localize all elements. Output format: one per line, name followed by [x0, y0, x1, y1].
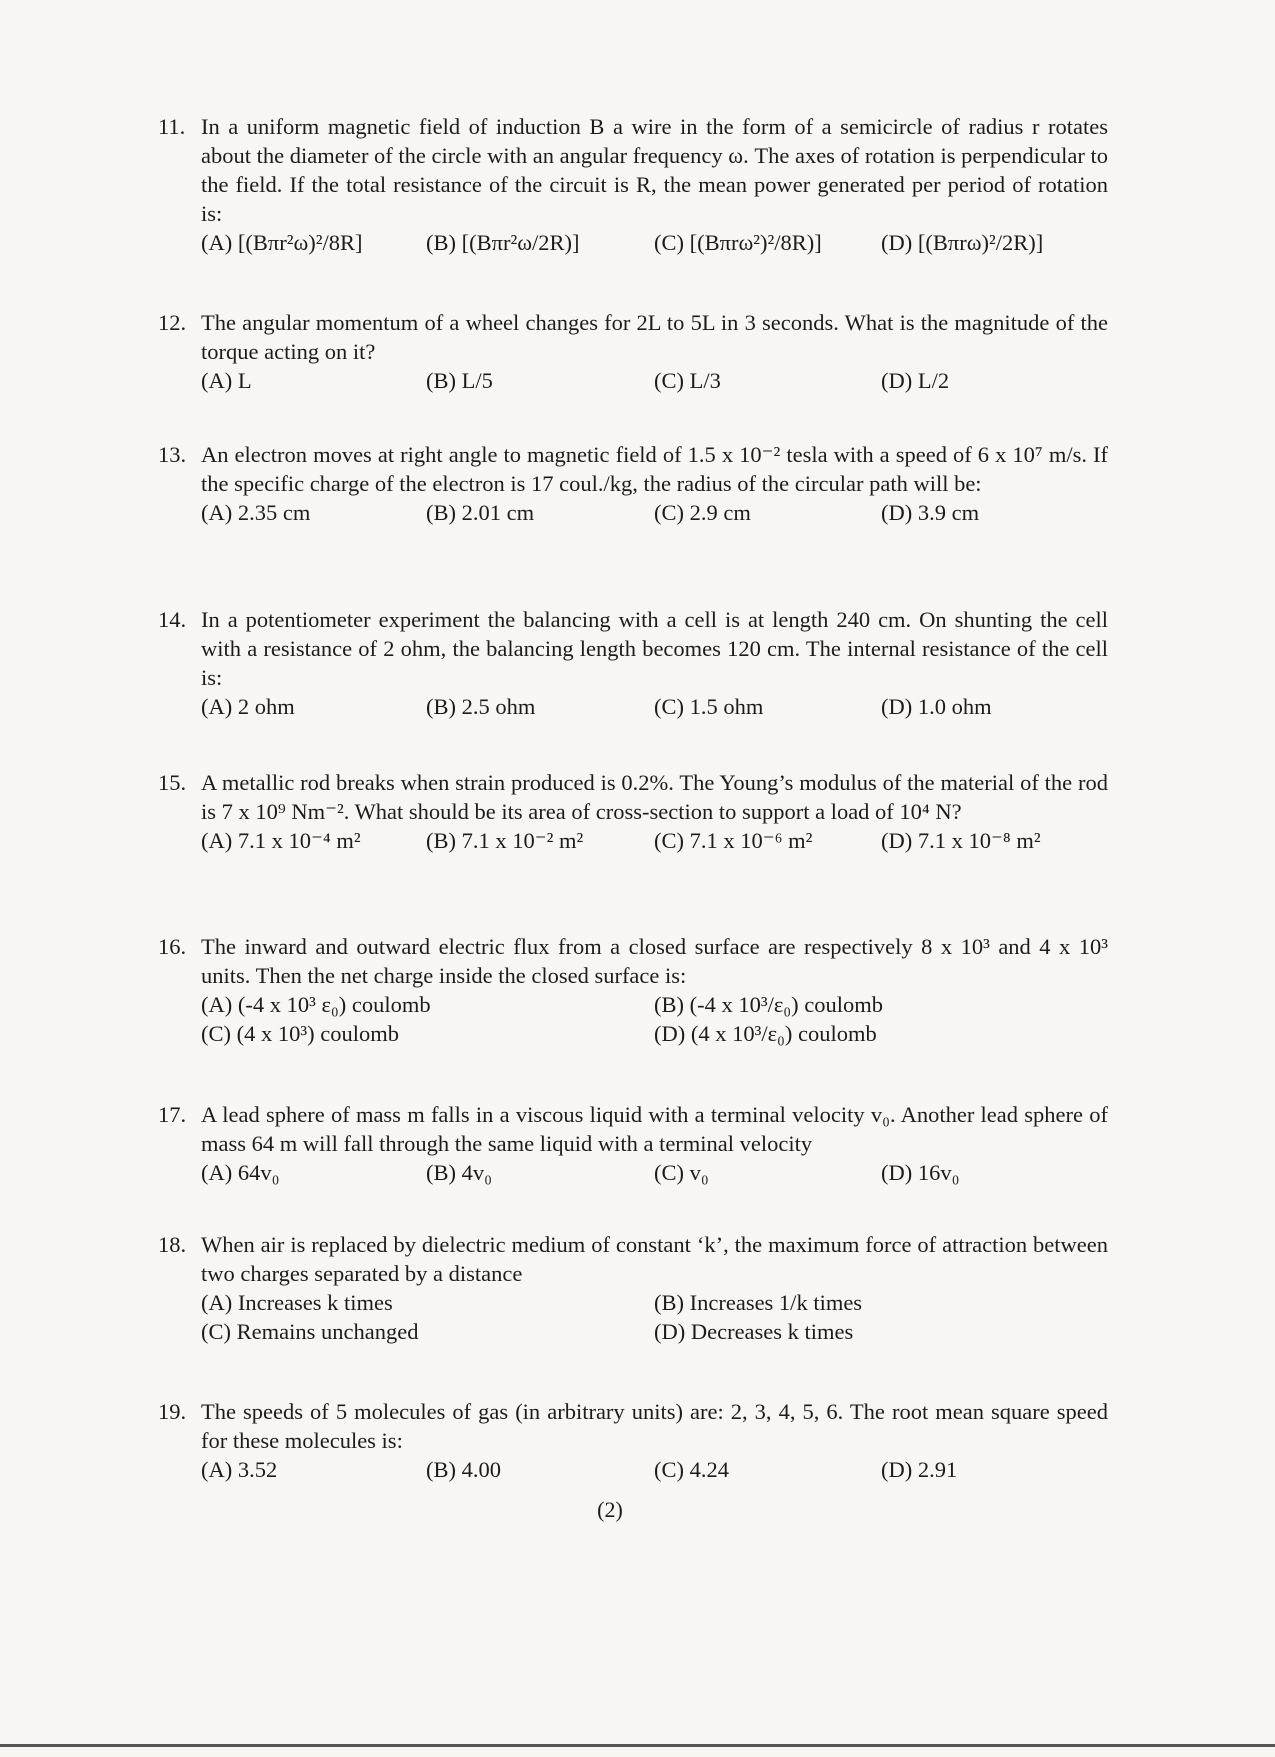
option-d: (D) L/2 [881, 368, 950, 393]
options-row [201, 366, 1108, 396]
option-b: (B) 4.00 [426, 1457, 501, 1482]
question-number: 12. [158, 310, 187, 335]
option-a: (A) 7.1 x 10⁻⁴ m² [201, 828, 361, 853]
option-b: (B) 4v₀ [426, 1160, 492, 1185]
question-number: 19. [158, 1399, 187, 1424]
question-text: When air is replaced by dielectric medium of constant ‘k’, the maximum force of attraction between two charges separated by a distance [201, 1232, 1108, 1286]
question-text: A lead sphere of mass m falls in a viscous liquid with a terminal velocity v₀. Another lead sphere of mass 64 m will fall through the same liquid with a terminal velocity [201, 1102, 1108, 1156]
option-d: (D) 7.1 x 10⁻⁸ m² [881, 828, 1041, 853]
option-c: (C) [(Bπrω²)²/8R)] [654, 230, 822, 255]
option-a: (A) [(Bπr²ω)²/8R] [201, 230, 363, 255]
option-d: (D) 1.0 ohm [881, 694, 992, 719]
options-grid [201, 990, 1108, 1048]
option-a: (A) Increases k times [201, 1290, 393, 1315]
question-11 [158, 112, 1108, 258]
question-12 [158, 308, 1108, 396]
question-text: An electron moves at right angle to magnetic field of 1.5 x 10⁻² tesla with a speed of 6 x 10⁷ m/s. If the specific charge of the electron is 17 coul./kg, the radius of the circular path will be: [201, 442, 1108, 496]
question-text: In a potentiometer experiment the balancing with a cell is at length 240 cm. On shunting the cell with a resistance of 2 ohm, the balancing length becomes 120 cm. The internal resistance of the cell is: [201, 607, 1108, 690]
option-a: (A) 2 ohm [201, 694, 295, 719]
question-17 [158, 1100, 1108, 1188]
options-row [201, 228, 1108, 258]
option-a: (A) 64v₀ [201, 1160, 280, 1185]
page-number: (2) [597, 1497, 623, 1522]
option-c: (C) L/3 [654, 368, 721, 393]
option-c: (C) 4.24 [654, 1457, 729, 1482]
question-number: 15. [158, 770, 187, 795]
option-b: (B) 2.5 ohm [426, 694, 536, 719]
question-text: A metallic rod breaks when strain produced is 0.2%. The Young’s modulus of the material of the rod is 7 x 10⁹ Nm⁻². What should be its area of cross-section to support a load of 10⁴ N? [201, 770, 1108, 824]
options-row [201, 692, 1108, 722]
option-b: (B) Increases 1/k times [654, 1290, 863, 1315]
options-row [201, 826, 1108, 856]
options-row [201, 1455, 1108, 1485]
option-a: (A) 2.35 cm [201, 500, 311, 525]
question-13 [158, 440, 1108, 528]
question-number: 16. [158, 934, 187, 959]
question-text: The speeds of 5 molecules of gas (in arbitrary units) are: 2, 3, 4, 5, 6. The root mean square speed for these molecules is: [201, 1399, 1108, 1453]
question-18 [158, 1230, 1108, 1346]
option-b: (B) 2.01 cm [426, 500, 535, 525]
question-text: In a uniform magnetic field of induction B a wire in the form of a semicircle of radius r rotates about the diameter of the circle with an angular frequency ω. The axes of rotation is perpendicular to the field. If the total resistance of the circuit is R, the mean power generated per period of rotation is: [201, 114, 1108, 226]
question-number: 17. [158, 1102, 187, 1127]
question-15 [158, 768, 1108, 856]
options-row [201, 1158, 1108, 1188]
option-c: (C) 7.1 x 10⁻⁶ m² [654, 828, 813, 853]
option-d: (D) (4 x 10³/ε₀) coulomb [654, 1021, 877, 1046]
options-grid [201, 1288, 1108, 1346]
scan-edge-line [0, 1744, 1275, 1747]
question-number: 18. [158, 1232, 187, 1257]
question-19 [158, 1397, 1108, 1485]
option-d: (D) Decreases k times [654, 1319, 854, 1344]
option-c: (C) v₀ [654, 1160, 709, 1185]
option-b: (B) 7.1 x 10⁻² m² [426, 828, 584, 853]
option-c: (C) Remains unchanged [201, 1319, 419, 1344]
option-d: (D) [(Bπrω)²/2R)] [881, 230, 1044, 255]
option-a: (A) L [201, 368, 252, 393]
option-a: (A) (-4 x 10³ ε₀) coulomb [201, 992, 431, 1017]
option-b: (B) [(Bπr²ω/2R)] [426, 230, 580, 255]
question-16 [158, 932, 1108, 1048]
question-14 [158, 605, 1108, 722]
option-c: (C) 1.5 ohm [654, 694, 764, 719]
options-row [201, 498, 1108, 528]
question-text: The angular momentum of a wheel changes for 2L to 5L in 3 seconds. What is the magnitude of the torque acting on it? [201, 310, 1108, 364]
option-d: (D) 2.91 [881, 1457, 958, 1482]
option-a: (A) 3.52 [201, 1457, 278, 1482]
option-b: (B) L/5 [426, 368, 493, 393]
option-d: (D) 16v₀ [881, 1160, 960, 1185]
option-b: (B) (-4 x 10³/ε₀) coulomb [654, 992, 883, 1017]
option-c: (C) 2.9 cm [654, 500, 751, 525]
question-number: 14. [158, 607, 187, 632]
question-number: 13. [158, 442, 187, 467]
option-d: (D) 3.9 cm [881, 500, 980, 525]
question-number: 11. [158, 114, 186, 139]
question-text: The inward and outward electric flux from a closed surface are respectively 8 x 10³ and 4 x 10³ units. Then the net charge inside the closed surface is: [201, 934, 1108, 988]
option-c: (C) (4 x 10³) coulomb [201, 1021, 399, 1046]
